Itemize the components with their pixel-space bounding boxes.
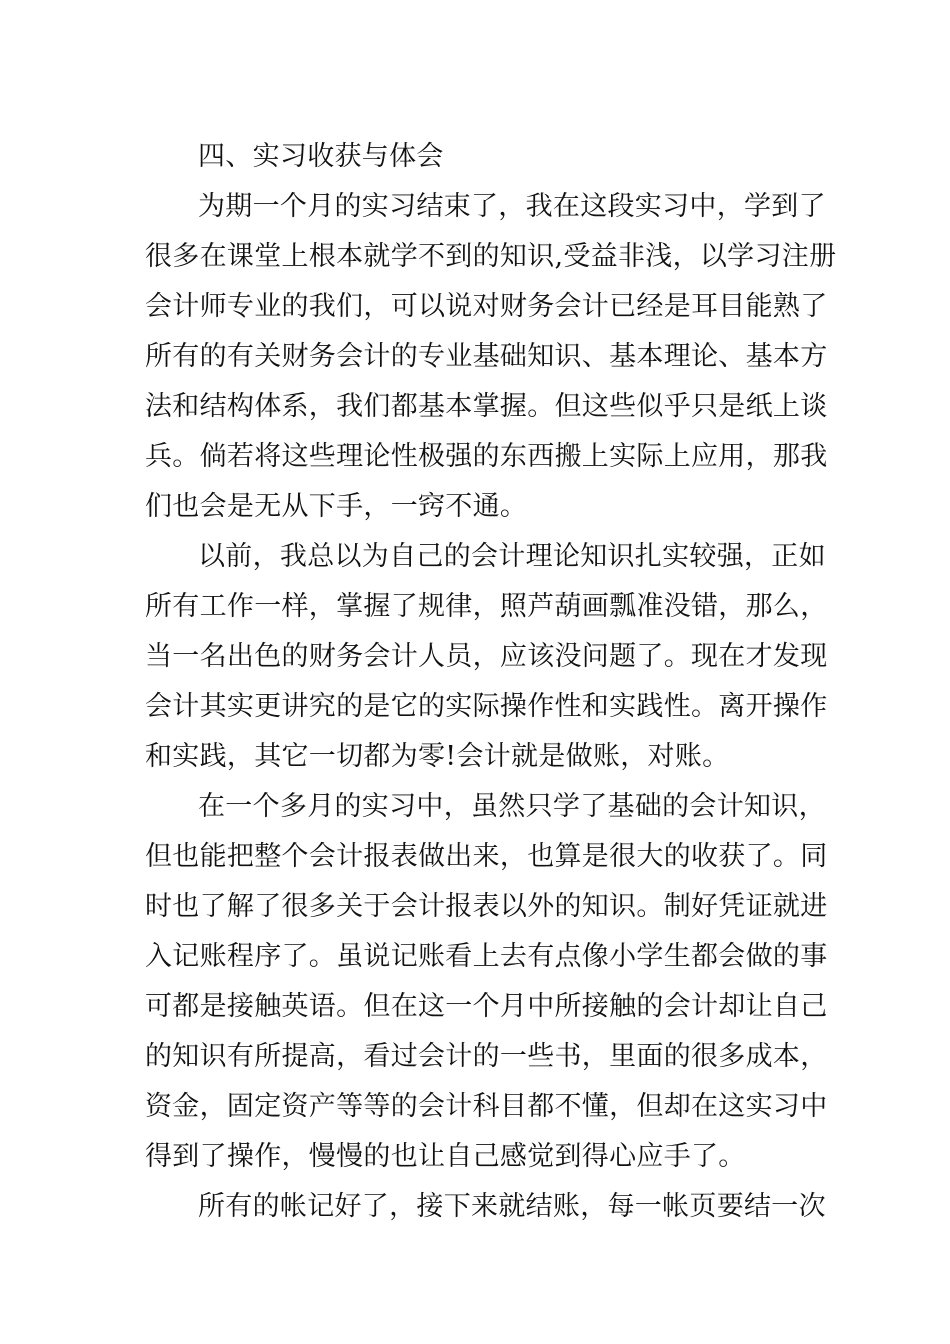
paragraph-3-line-8: 得到了操作，慢慢的也让自己感觉到得心应手了。 (145, 1141, 746, 1172)
paragraph-3-line-2: 但也能把整个会计报表做出来，也算是很大的收获了。同 (145, 841, 828, 872)
paragraph-3-line-7: 资金，固定资产等等的会计科目都不懂，但却在这实习中 (145, 1091, 828, 1122)
paragraph-2-line-3: 当一名出色的财务会计人员，应该没问题了。现在才发现 (145, 641, 828, 672)
paragraph-1-line-2: 很多在课堂上根本就学不到的知识,受益非浅，以学习注册 (145, 241, 837, 272)
paragraph-1-line-1: 为期一个月的实习结束了，我在这段实习中，学到了 (198, 191, 826, 222)
paragraph-2-line-4: 会计其实更讲究的是它的实际操作性和实践性。离开操作 (145, 691, 828, 722)
paragraph-2-line-2: 所有工作一样，掌握了规律，照芦葫画瓢准没错，那么， (145, 591, 828, 622)
paragraph-1-line-6: 兵。倘若将这些理论性极强的东西搬上实际上应用，那我 (145, 441, 828, 472)
paragraph-1-line-3: 会计师专业的我们，可以说对财务会计已经是耳目能熟了 (145, 291, 828, 322)
paragraph-1-line-7: 们也会是无从下手，一窍不通。 (145, 491, 528, 522)
paragraph-2-line-5: 和实践，其它一切都为零!会计就是做账，对账。 (145, 741, 730, 772)
paragraph-3-line-4: 入记账程序了。虽说记账看上去有点像小学生都会做的事 (145, 941, 828, 972)
paragraph-3-line-1: 在一个多月的实习中，虽然只学了基础的会计知识， (198, 791, 826, 822)
paragraph-3-line-3: 时也了解了很多关于会计报表以外的知识。制好凭证就进 (145, 891, 828, 922)
paragraph-4-line-1: 所有的帐记好了，接下来就结账，每一帐页要结一次 (198, 1191, 826, 1222)
paragraph-2-line-1: 以前，我总以为自己的会计理论知识扎实较强，正如 (198, 541, 826, 572)
paragraph-3-line-6: 的知识有所提高，看过会计的一些书，里面的很多成本， (145, 1041, 828, 1072)
paragraph-1-line-4: 所有的有关财务会计的专业基础知识、基本理论、基本方 (145, 341, 828, 372)
paragraph-3-line-5: 可都是接触英语。但在这一个月中所接触的会计却让自己 (145, 991, 828, 1022)
paragraph-1-line-5: 法和结构体系，我们都基本掌握。但这些似乎只是纸上谈 (145, 391, 828, 422)
section-heading: 四、实习收获与体会 (198, 141, 444, 172)
